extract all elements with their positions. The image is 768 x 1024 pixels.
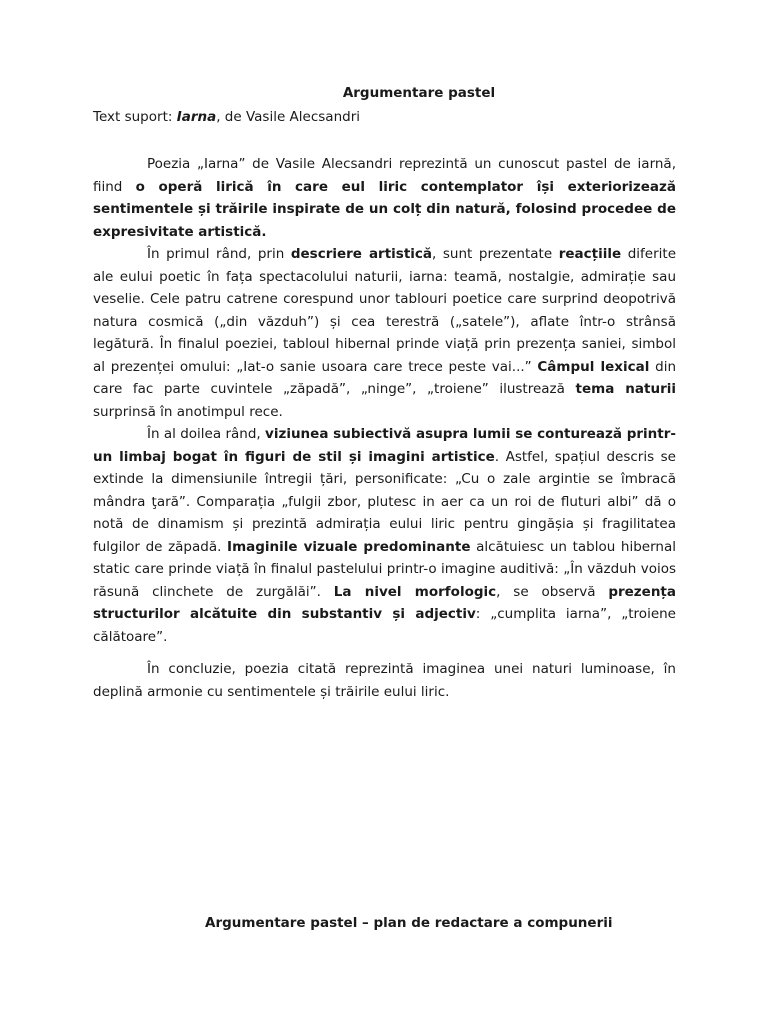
intro-text: Poezia „Iarna” de Vasile Alecsandri reprezintă un cunoscut pastel de iarnă, fiind bbox=[93, 156, 676, 195]
support-text-line bbox=[93, 107, 360, 127]
arg1-bold-1: descriere artistică bbox=[290, 246, 433, 262]
arg2-text-5: : „cumplita iarna”, „troiene călătoare”. bbox=[93, 606, 676, 645]
arg2-text-1: În al doilea rând, bbox=[147, 426, 266, 442]
arg1-text-2: , sunt prezentate bbox=[432, 246, 559, 262]
document-title: Argumentare pastel bbox=[342, 85, 496, 101]
paragraph-argument-1 bbox=[93, 243, 676, 423]
support-author: , de Vasile Alecsandri bbox=[216, 109, 361, 125]
arg1-bold-4: tema naturii bbox=[575, 381, 676, 397]
arg2-text-3: alcătuiesc un tablou hibernal static care prinde viață în finalul pastelului printr-o imagine auditivă: „În văzduh voios răsună clinchete de zurgălăi”. bbox=[93, 538, 676, 600]
arg2-bold-4: prezența structurilor alcătuite din substantiv și adjectiv bbox=[93, 583, 676, 622]
paragraph-argument-2 bbox=[93, 423, 676, 648]
arg1-bold-2: reacțiile bbox=[558, 246, 622, 262]
essay-body bbox=[93, 153, 676, 703]
paragraph-conclusion bbox=[93, 658, 676, 703]
arg2-text-4: , se observă bbox=[496, 583, 609, 600]
arg2-text-2: . Astfel, spațiul descris se extinde la dimensiunile întregii țări, personificate: „Cu o zale argintie se îmbracă mândra ţară”. Comparația „fulgii zbor, plutesc in aer ca un roi de fluturi albi” dă o notă de dinamism și prezintă admirația eului liric pentru gingășia și fragilitatea fulgilor de zăpadă. bbox=[93, 448, 676, 555]
plan-section-title: Argumentare pastel – plan de redactare a compunerii bbox=[205, 915, 613, 931]
arg2-bold-2: Imaginile vizuale predominante bbox=[227, 538, 471, 555]
arg1-bold-3: Câmpul lexical bbox=[537, 358, 650, 375]
support-work-title: Iarna bbox=[176, 109, 217, 125]
conclusion-text: În concluzie, poezia citată reprezintă imaginea unei naturi luminoase, în deplină armonie cu sentimentele și trăirile eului liric. bbox=[93, 661, 676, 700]
arg2-bold-3: La nivel morfologic bbox=[333, 583, 497, 600]
intro-thesis-bold: o operă lirică în care eul liric contemplator își exteriorizează sentimentele și trăirile inspirate de un colț din natură, folosind procedee de expresivitate artistică. bbox=[93, 178, 677, 240]
support-prefix: Text suport: bbox=[93, 109, 177, 125]
arg1-text-5: surprinsă în anotimpul rece. bbox=[93, 403, 283, 420]
arg1-text-4: din care fac parte cuvintele „zăpadă”, „ninge”, „troiene” ilustrează bbox=[93, 358, 677, 397]
arg1-text-1: În primul rând, prin bbox=[147, 246, 291, 262]
arg1-text-3: diferite ale eului poetic în fața spectacolului naturii, iarna: teamă, nostalgie, admirație sau veselie. Cele patru catrene corespund unor tablouri poetice care surprind deopotrivă natura cosmică („din văzduh”) și cea terestră („satele”), aflate într-o strânsă legătură. În finalul poeziei, tabloul hibernal prinde viață prin prezența saniei, simbol al prezenței omului: „Iat-o sanie usoara care trece peste vai...” bbox=[93, 246, 677, 375]
paragraph-intro bbox=[93, 153, 676, 243]
arg2-bold-1: viziunea subiectivă asupra lumii se conturează printr-un limbaj bogat în figuri de stil și imagini artistice bbox=[93, 426, 676, 465]
